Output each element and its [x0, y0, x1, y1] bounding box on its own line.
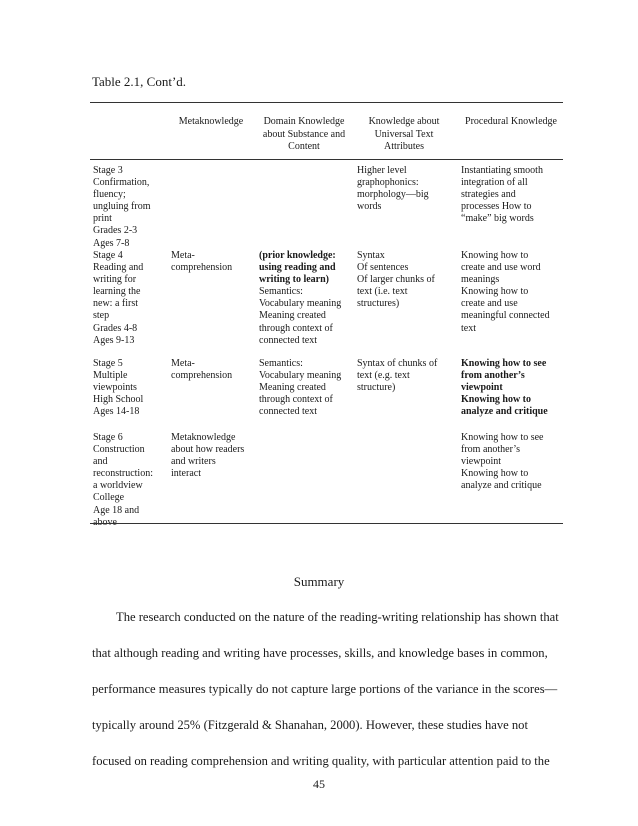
cell-line: Of larger chunks of: [357, 274, 435, 286]
cell-stage-3-universal: [357, 165, 429, 213]
cell-line: above: [93, 516, 117, 528]
header-line: about Substance and: [262, 128, 346, 140]
cell-line: Ages 14-18: [93, 406, 140, 418]
cell-stage-5-universal: [357, 358, 437, 394]
cell-line: reconstruction:: [93, 468, 153, 480]
cell-line: step: [93, 310, 110, 322]
cell-line: Meta-: [171, 250, 195, 261]
cell-line: Higher level: [357, 165, 407, 176]
cell-line: Meaning created: [259, 382, 326, 394]
cell-line: integration of all: [461, 177, 528, 189]
paragraph-line: performance measures typically do not capture large portions of the variance in the scores—: [92, 682, 558, 696]
cell-line: fluency;: [93, 189, 126, 201]
cell-line: create and use: [461, 298, 518, 310]
cell-line: Stage 6: [93, 432, 123, 443]
cell-stage-6: [93, 432, 153, 529]
cell-line: comprehension: [171, 370, 233, 382]
cell-line: connected text: [259, 406, 318, 418]
summary-paragraph: [92, 599, 572, 779]
cell-line: a worldview: [93, 480, 143, 492]
table-header-rule: [90, 159, 563, 160]
paragraph-line: typically around 25% (Fitzgerald & Shanahan, 2000). However, these studies have not: [92, 718, 528, 732]
cell-line: Knowing how to: [461, 286, 529, 298]
cell-line: Meta-: [171, 358, 195, 369]
cell-line: Vocabulary meaning: [259, 370, 342, 382]
header-line: Universal Text: [374, 128, 434, 140]
cell-line: writing to learn): [259, 274, 329, 286]
cell-line: Semantics:: [259, 286, 303, 298]
cell-line: Knowing how to see: [461, 432, 544, 443]
cell-line: Meaning created: [259, 310, 326, 322]
cell-line: interact: [171, 468, 201, 480]
cell-stage-5: [93, 358, 143, 418]
cell-line: comprehension: [171, 262, 233, 274]
cell-line: Stage 4: [93, 250, 123, 261]
table-bottom-rule: [90, 523, 563, 524]
summary-heading: Summary: [293, 574, 345, 589]
cell-line: and writers: [171, 456, 216, 468]
cell-line: using reading and: [259, 262, 336, 274]
cell-line: writing for: [93, 274, 137, 286]
cell-line: Syntax of chunks of: [357, 358, 438, 369]
cell-line: Instantiating smooth: [461, 165, 543, 176]
cell-line: Knowing how to see: [461, 358, 547, 369]
cell-stage-4-meta: [171, 250, 232, 274]
header-line: Domain Knowledge: [263, 116, 345, 127]
cell-stage-4-domain: [259, 250, 341, 347]
table-top-rule: [90, 102, 563, 103]
paragraph-line: that although reading and writing have processes, skills, and knowledge bases in common,: [92, 646, 548, 660]
cell-line: Multiple: [93, 370, 128, 382]
header-line: Content: [288, 141, 320, 152]
cell-stage-6-procedural: [461, 432, 544, 492]
cell-line: through context of: [259, 322, 333, 334]
cell-line: text: [461, 322, 476, 334]
cell-stage-4-procedural: [461, 250, 550, 335]
cell-line: meaningful connected: [461, 310, 550, 322]
cell-line: High School: [93, 394, 144, 406]
header-procedural-knowledge: Procedural Knowledge: [465, 116, 557, 127]
cell-line: Ages 9-13: [93, 334, 135, 346]
cell-line: about how readers: [171, 444, 245, 456]
header-metaknowledge: Metaknowledge: [178, 116, 244, 127]
paragraph-line: The research conducted on the nature of the reading-writing relationship has shown that: [116, 610, 559, 624]
cell-line: morphology—big: [357, 189, 429, 201]
cell-line: ungluing from: [93, 201, 151, 213]
cell-line: text (e.g. text: [357, 370, 410, 382]
cell-line: Knowing how to: [461, 250, 529, 261]
cell-line: new: a first: [93, 298, 138, 310]
cell-line: Confirmation,: [93, 177, 150, 189]
cell-line: from another’s: [461, 444, 520, 456]
cell-line: Knowing how to: [461, 394, 532, 406]
cell-line: meanings: [461, 274, 500, 286]
cell-line: analyze and critique: [461, 406, 548, 418]
cell-line: Vocabulary meaning: [259, 298, 342, 310]
cell-line: Stage 3: [93, 165, 123, 176]
cell-line: learning the: [93, 286, 141, 298]
page-number: 45: [313, 777, 325, 791]
cell-line: graphophonics:: [357, 177, 419, 189]
cell-line: connected text: [259, 334, 318, 346]
header-line: Attributes: [384, 141, 424, 152]
cell-stage-5-domain: [259, 358, 341, 418]
cell-line: analyze and critique: [461, 480, 542, 492]
header-universal-knowledge: [352, 116, 456, 154]
cell-line: Grades 2-3: [93, 225, 138, 237]
cell-line: and: [93, 456, 108, 468]
cell-line: Knowing how to: [461, 468, 529, 480]
cell-line: structure): [357, 382, 396, 394]
cell-line: through context of: [259, 394, 333, 406]
cell-stage-3-procedural: [461, 165, 543, 225]
cell-line: (prior knowledge:: [259, 250, 336, 261]
cell-stage-4: [93, 250, 143, 347]
cell-line: text (i.e. text: [357, 286, 408, 298]
cell-line: viewpoint: [461, 382, 503, 394]
cell-line: Age 18 and: [93, 504, 140, 516]
paragraph-line: focused on reading comprehension and writing quality, with particular attention paid to the: [92, 754, 550, 768]
cell-line: viewpoint: [461, 456, 501, 468]
header-domain-knowledge: [254, 116, 354, 154]
cell-line: Syntax: [357, 250, 385, 261]
cell-line: words: [357, 201, 382, 213]
table-caption: Table 2.1, Cont’d.: [92, 74, 187, 89]
cell-line: Semantics:: [259, 358, 303, 369]
cell-line: structures): [357, 298, 400, 310]
cell-line: from another’s: [461, 370, 525, 382]
cell-line: viewpoints: [93, 382, 137, 394]
cell-line: Stage 5: [93, 358, 123, 369]
cell-line: “make” big words: [461, 213, 534, 225]
header-line: Knowledge about: [368, 116, 440, 127]
cell-line: Reading and: [93, 262, 144, 274]
cell-line: Grades 4-8: [93, 322, 138, 334]
cell-stage-6-meta: [171, 432, 244, 480]
cell-stage-5-procedural: [461, 358, 548, 418]
cell-line: print: [93, 213, 112, 225]
cell-line: create and use word: [461, 262, 541, 274]
cell-line: processes How to: [461, 201, 532, 213]
cell-stage-4-universal: [357, 250, 435, 310]
cell-line: Construction: [93, 444, 145, 456]
cell-line: Metaknowledge: [171, 432, 236, 443]
cell-line: Of sentences: [357, 262, 409, 274]
cell-stage-3: [93, 165, 151, 250]
cell-line: strategies and: [461, 189, 516, 201]
cell-stage-5-meta: [171, 358, 232, 382]
cell-line: Ages 7-8: [93, 237, 130, 249]
cell-line: College: [93, 492, 125, 504]
